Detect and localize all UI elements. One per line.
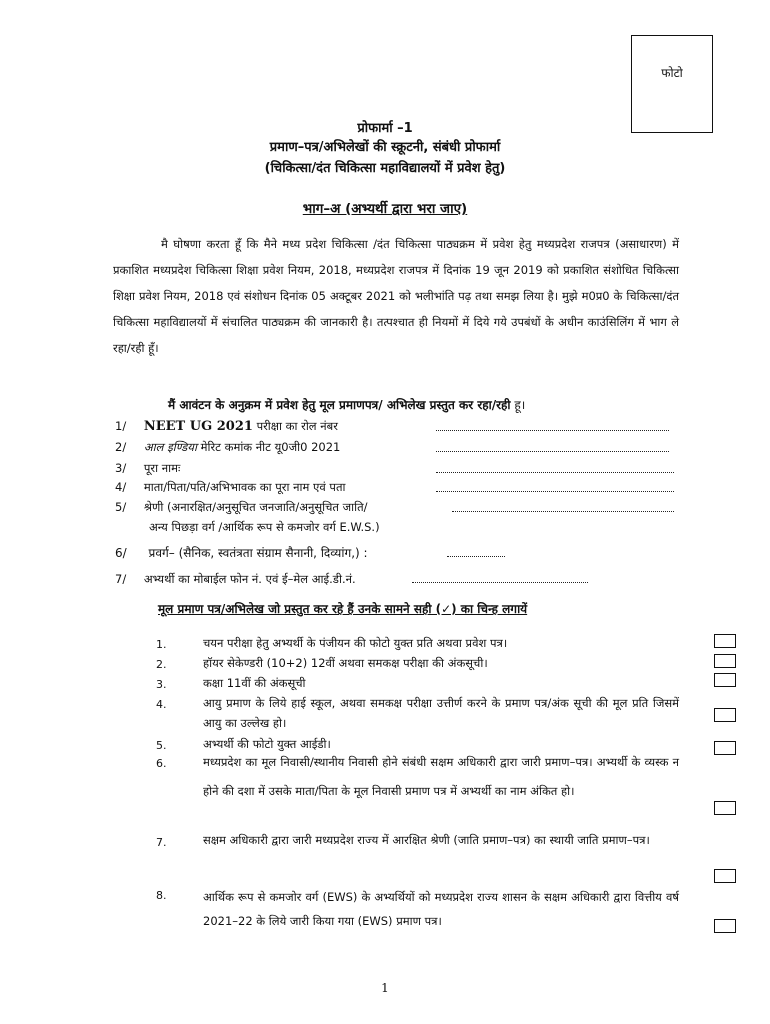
proforma-number: प्रोफार्मा –1 [357, 121, 413, 136]
item-number: 6. [156, 757, 167, 770]
checkbox-item-5[interactable] [714, 741, 736, 755]
allotment-rest: हू। [514, 398, 526, 412]
checklist-item: चयन परीक्षा हेतु अभ्यर्थी के पंजीयन की फोटो युक्त प्रति अथवा प्रवेश पत्र। [203, 636, 508, 650]
checkbox-item-3[interactable] [714, 673, 736, 687]
part-heading: भाग–अ (अभ्यर्थी द्वारा भरा जाए) [302, 201, 468, 217]
form-subtitle: (चिकित्सा/दंत चिकित्सा महाविद्यालयों में प्रवेश हेतु) [264, 161, 506, 176]
checkbox-item-2[interactable] [714, 654, 736, 668]
field-label: मेरिट कमांक नीट यू0जी0 2021 [200, 440, 341, 454]
checklist-item: अभ्यर्थी की फोटो युक्त आईडी। [203, 737, 331, 751]
field-number: 4/ [115, 480, 127, 494]
checklist-item: आर्थिक रूप से कमजोर वर्ग (EWS) के अभ्यर्थियों को मध्यप्रदेश राज्य शासन के सक्षम अधिकारी द्वारा वित्तीय वर्ष 2021–22 के लिये जारी किया गया (EWS) प्रमाण पत्र। [203, 890, 679, 928]
field-label: अन्य पिछड़ा वर्ग /आर्थिक रूप से कमजोर वर्ग E.W.S.) [149, 520, 380, 534]
item-number: 7. [156, 836, 167, 849]
field-number: 6/ [115, 546, 127, 560]
declaration-paragraph [113, 231, 679, 361]
item-number: 2. [156, 658, 167, 671]
checklist-item: मध्यप्रदेश का मूल निवासी/स्थानीय निवासी होने संबंधी सक्षम अधिकारी द्वारा जारी प्रमाण–पत्र। अभ्यर्थी के व्यस्क न होने की दशा में उसके माता/पिता के मूल निवासी प्रमाण पत्र में अभ्यर्थी का नाम अंकित हो। [203, 755, 679, 798]
checkbox-item-8[interactable] [714, 919, 736, 933]
field-label: प्रवर्ग– (सैनिक, स्वतंत्रता संग्राम सैनानी, दिव्यांग,) : [148, 546, 368, 560]
contact-line[interactable] [412, 572, 588, 583]
item-number: 8. [156, 889, 167, 902]
checkbox-item-4[interactable] [714, 708, 736, 722]
field-category-cont [149, 520, 380, 535]
field-label: परीक्षा का रोल नंबर [256, 419, 338, 433]
allotment-bold: मैं आवंटन के अनुक्रम में प्रवेश हेतु मूल प्रमाणपत्र/ अभिलेख प्रस्तुत कर रहा/रही [168, 398, 511, 412]
declaration-text: मै घोषणा करता हूँ कि मैने मध्य प्रदेश चिकित्सा /दंत चिकित्सा पाठ्यक्रम में प्रवेश हेतु मध्यप्रदेश राजपत्र (असाधारण) में प्रकाशित मध्यप्रदेश चिकित्सा शिक्षा प्रवेश नियम, 2018, मध्यप्रदेश राजपत्र में दिनांक 19 जून 2019 को प्रकाशित संशोधित चिकित्सा शिक्षा प्रवेश नियम, 2018 एवं संशोधन दिनांक 05 अक्टूबर 2021 को भलीभांति पढ़ तथा समझ लिया है। मुझे म0प्र0 के चिकित्सा/दंत चिकित्सा महाविद्यालयों में संचालित पाठ्यक्रम की जानकारी है। तत्पश्चात ही नियमों में दिये गये उपबंधों के अधीन काउंसिलिंग में भाग ले रहा/रही हूँ। [113, 237, 679, 355]
field-label: पूरा नामः [143, 461, 181, 475]
checklist-item: हॉयर सेकेण्डरी (10+2) 12वीं अथवा समकक्ष परीक्षा की अंकसूची। [203, 656, 488, 670]
checkbox-item-1[interactable] [714, 634, 736, 648]
guardian-line[interactable] [436, 481, 674, 492]
item-number: 4. [156, 698, 167, 711]
category-line[interactable] [452, 501, 674, 512]
checkbox-item-7[interactable] [714, 869, 736, 883]
field-contact [115, 572, 356, 587]
field-number: 2/ [115, 440, 127, 454]
field-category [115, 500, 368, 515]
checklist-item: कक्षा 11वीं की अंकसूची [203, 676, 306, 690]
field-label: माता/पिता/पति/अभिभावक का पूरा नाम एवं पता [143, 480, 346, 494]
field-number: 1/ [115, 419, 127, 433]
field-roll-number [115, 419, 338, 434]
item-number: 1. [156, 638, 167, 651]
roll-number-line[interactable] [436, 420, 669, 431]
checklist-heading: मूल प्रमाण पत्र/अभिलेख जो प्रस्तुत कर रहे हैं उनके सामने सही (✓) का चिन्ह लगायें [158, 602, 528, 616]
page-number: 1 [381, 981, 389, 995]
field-label: अभ्यर्थी का मोबाईल फोन नं. एवं ई–मेल आई.डी.नं. [143, 572, 356, 586]
checkbox-item-6[interactable] [714, 801, 736, 815]
checklist-item: आयु प्रमाण के लिये हाई स्कूल, अथवा समकक्ष परीक्षा उत्तीर्ण करने के प्रमाण पत्र/अंक सूची की मूल प्रति जिसमें आयु का उल्लेख हो। [203, 696, 679, 730]
checklist-item: सक्षम अधिकारी द्वारा जारी मध्यप्रदेश राज्य में आरक्षित श्रेणी (जाति प्रमाण–पत्र) का स्थायी जाति प्रमाण–पत्र। [203, 833, 650, 847]
field-full-name [115, 461, 180, 476]
full-name-line[interactable] [436, 462, 674, 473]
field-number: 5/ [115, 500, 127, 514]
field-guardian [115, 480, 345, 495]
photo-label: फोटो [661, 66, 683, 80]
field-number: 3/ [115, 461, 127, 475]
all-india-label: आल इण्डिया [143, 440, 197, 454]
allotment-statement [168, 396, 525, 413]
neet-label: NEET UG 2021 [143, 419, 253, 434]
field-merit-rank [115, 440, 340, 455]
form-title: प्रमाण–पत्र/अभिलेखों की स्क्रूटनी, संबंधी प्रोफार्मा [269, 140, 501, 155]
merit-rank-line[interactable] [436, 441, 669, 452]
subcategory-line[interactable] [447, 546, 505, 557]
field-number: 7/ [115, 572, 127, 586]
field-subcategory [115, 544, 368, 561]
item-number: 3. [156, 678, 167, 691]
field-label: श्रेणी (अनारक्षित/अनुसूचित जनजाति/अनुसूचित जाति/ [143, 500, 368, 514]
item-number: 5. [156, 739, 167, 752]
